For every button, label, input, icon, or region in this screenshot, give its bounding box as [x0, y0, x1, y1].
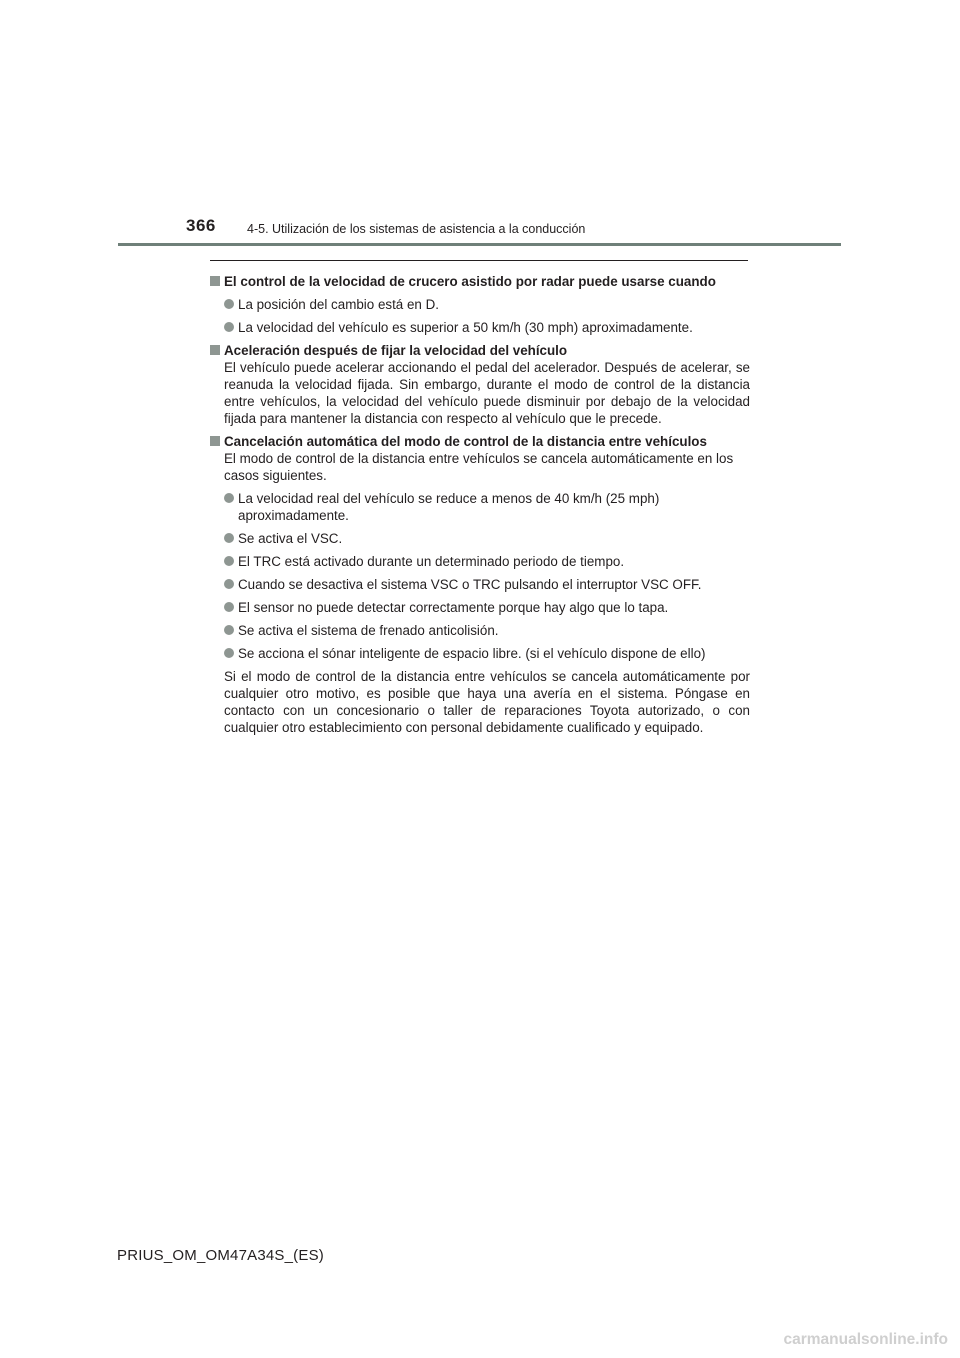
round-bullet-icon	[224, 533, 234, 543]
section-heading	[210, 342, 750, 359]
round-bullet-icon	[224, 493, 234, 503]
section-heading	[210, 433, 750, 450]
list-item	[210, 553, 750, 570]
section-heading-text: Cancelación automática del modo de control de la distancia entre vehículos	[224, 434, 707, 449]
list-item	[210, 576, 750, 593]
round-bullet-icon	[224, 322, 234, 332]
section-heading	[210, 273, 750, 290]
content-divider	[210, 260, 748, 261]
list-item-text: El TRC está activado durante un determinado periodo de tiempo.	[238, 554, 625, 569]
round-bullet-icon	[224, 602, 234, 612]
section-title: 4-5. Utilización de los sistemas de asistencia a la conducción	[247, 222, 586, 236]
round-bullet-icon	[224, 556, 234, 566]
list-item	[210, 622, 750, 639]
list-item	[210, 296, 750, 313]
closing-paragraph: Si el modo de control de la distancia entre vehículos se cancela automáticamente por cualquier otro motivo, es posible que haya una avería en el sistema. Póngase en contacto con un concesionario o taller de reparaciones Toyota autorizado, o con cualquier otro establecimiento con personal debidamente cualificado y equipado.	[224, 669, 750, 735]
list-item	[210, 599, 750, 616]
list-item	[210, 530, 750, 547]
list-item-text: La velocidad del vehículo es superior a 50 km/h (30 mph) aproximadamente.	[238, 320, 693, 335]
round-bullet-icon	[224, 299, 234, 309]
list-item	[210, 645, 750, 662]
section-heading-text: El control de la velocidad de crucero asistido por radar puede usarse cuando	[224, 274, 716, 289]
page-content	[210, 268, 750, 736]
round-bullet-icon	[224, 579, 234, 589]
document-code: PRIUS_OM_OM47A34S_(ES)	[117, 1247, 324, 1264]
body-paragraph: El modo de control de la distancia entre vehículos se cancela automáticamente en los casos siguientes.	[224, 451, 734, 483]
list-item-text: Se acciona el sónar inteligente de espacio libre. (si el vehículo dispone de ello)	[238, 646, 706, 661]
list-item-text: La posición del cambio está en D.	[238, 297, 439, 312]
square-bullet-icon	[210, 436, 220, 446]
list-item	[210, 319, 750, 336]
page-number: 366	[186, 216, 216, 235]
watermark: carmanualsonline.info	[783, 1331, 948, 1348]
list-item-text: Cuando se desactiva el sistema VSC o TRC pulsando el interruptor VSC OFF.	[238, 577, 702, 592]
square-bullet-icon	[210, 345, 220, 355]
round-bullet-icon	[224, 648, 234, 658]
list-item-text: Se activa el sistema de frenado anticolisión.	[238, 623, 499, 638]
header-divider	[118, 243, 841, 246]
list-item-text: Se activa el VSC.	[238, 531, 343, 546]
list-item-text: El sensor no puede detectar correctamente porque hay algo que lo tapa.	[238, 600, 669, 615]
list-item-text: La velocidad real del vehículo se reduce a menos de 40 km/h (25 mph) aproximadamente.	[238, 491, 660, 523]
section-heading-text: Aceleración después de fijar la velocidad del vehículo	[224, 343, 568, 358]
square-bullet-icon	[210, 276, 220, 286]
round-bullet-icon	[224, 625, 234, 635]
body-paragraph: El vehículo puede acelerar accionando el pedal del acelerador. Después de acelerar, se reanuda la velocidad fijada. Sin embargo, durante el modo de control de la distancia entre vehículos, la velocidad del vehículo puede disminuir por debajo de la velocidad fijada para mantener la distancia con respecto al vehículo que le precede.	[224, 360, 750, 426]
list-item	[210, 490, 750, 524]
